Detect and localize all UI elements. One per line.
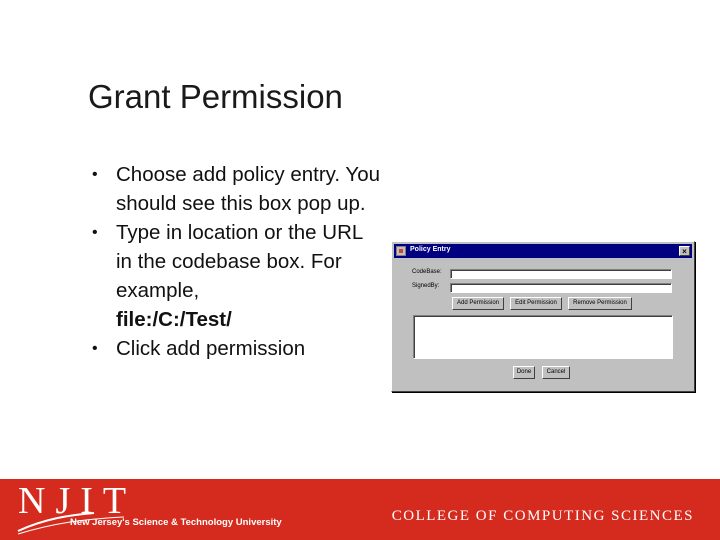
codebase-label: CodeBase:: [412, 269, 442, 275]
policy-entry-dialog: [391, 241, 695, 392]
cancel-button[interactable]: Cancel: [542, 366, 570, 379]
signedby-input[interactable]: [450, 283, 672, 293]
bullet-dot: •: [92, 340, 98, 357]
edit-permission-button[interactable]: Edit Permission: [510, 297, 562, 310]
close-icon[interactable]: ×: [679, 246, 690, 256]
footer-bar: [0, 479, 720, 540]
bullet-text: Click add permission: [116, 337, 306, 360]
department-name: COLLEGE OF COMPUTING SCIENCES: [391, 508, 694, 524]
bullet-text: Type in location or the URL in the codebase box. For example,: [116, 221, 363, 302]
njit-logo: [14, 479, 282, 540]
codebase-input[interactable]: [450, 269, 672, 279]
bullet-text: Choose add policy entry. You should see this box pop up.: [116, 163, 381, 215]
add-permission-button[interactable]: Add Permission: [452, 297, 504, 310]
bullet-dot: •: [92, 166, 98, 183]
bullet-item: [92, 218, 382, 334]
bullet-dot: •: [92, 224, 98, 241]
java-app-icon: [396, 246, 406, 256]
bullet-list: [92, 160, 382, 363]
slide-title: Grant Permission: [88, 78, 343, 115]
bullet-item: [92, 334, 382, 363]
dialog-titlebar[interactable]: [394, 244, 692, 258]
remove-permission-button[interactable]: Remove Permission: [568, 297, 632, 310]
logo-tagline: New Jersey's Science & Technology University: [70, 517, 282, 528]
logo-letters: NJIT: [18, 480, 137, 522]
permissions-list[interactable]: [413, 315, 673, 359]
signedby-label: SignedBy:: [412, 283, 440, 289]
bullet-item: [92, 160, 382, 218]
dialog-title: Policy Entry: [410, 246, 451, 253]
done-button[interactable]: Done: [513, 366, 535, 379]
bullet-example-path: file:/C:/Test/: [116, 308, 232, 331]
